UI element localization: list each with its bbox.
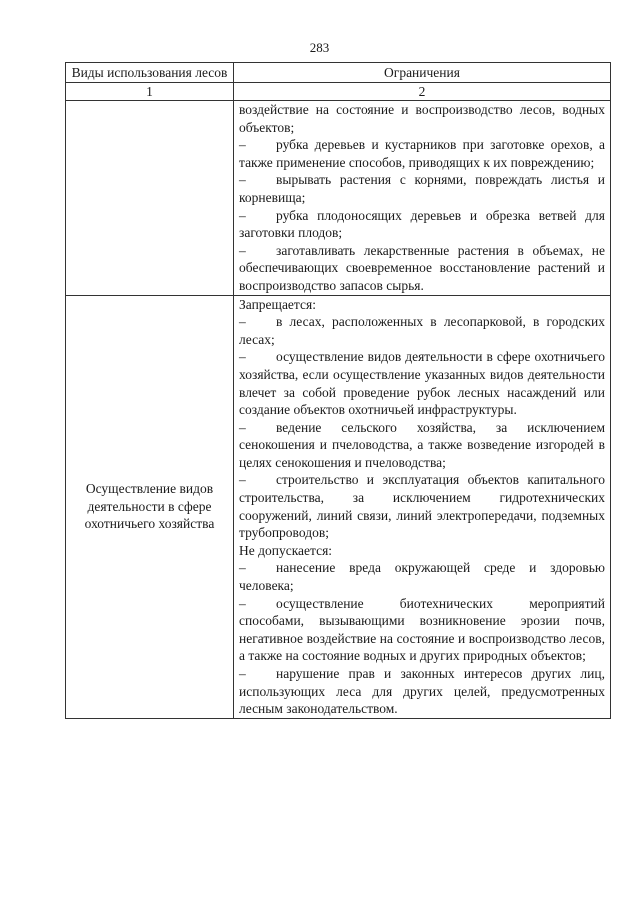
restriction-text: заготавливать лекарственные растения в объемах, не обеспечивающих своевременное восстановление растений и воспроизводство запасов сырья.	[239, 242, 605, 293]
column-number-row	[66, 83, 611, 101]
restriction-item	[239, 171, 605, 206]
restriction-text: вырывать растения с корнями, повреждать листья и корневища;	[239, 172, 605, 205]
dash-marker: –	[239, 207, 246, 223]
restriction-text: рубка плодоносящих деревьев и обрезка ветвей для заготовки плодов;	[239, 207, 605, 241]
forest-use-cell: Осуществление видов деятельности в сфере охотничьего хозяйства	[66, 295, 234, 718]
dash-marker: –	[239, 242, 246, 258]
dash-marker: –	[239, 472, 246, 488]
page-number: 283	[309, 40, 330, 55]
restriction-item	[239, 313, 605, 348]
restriction-heading	[239, 101, 605, 136]
restriction-heading	[239, 542, 605, 560]
restriction-item	[239, 242, 605, 295]
restriction-item	[239, 348, 605, 418]
restriction-text: воздействие на состояние и воспроизводство лесов, водных объектов;	[239, 102, 605, 135]
restriction-text: ведение сельского хозяйства, за исключением сенокошения и пчеловодства, а также возведение изгородей в целях сенокошения и пчеловодства;	[239, 419, 605, 470]
restriction-text: Не допускается:	[239, 542, 333, 558]
dash-marker: –	[239, 172, 246, 188]
restriction-text: в лесах, расположенных в лесопарковой, в городских лесах;	[239, 314, 605, 347]
restriction-item	[239, 471, 605, 541]
restriction-item	[239, 136, 605, 171]
dash-marker: –	[239, 595, 246, 611]
dash-marker: –	[239, 314, 246, 330]
restriction-text: осуществление видов деятельности в сфере охотничьего хозяйства, если осуществление указанных видов деятельности влечет за собой проведение рубок лесных насаждений или создание объектов охотничьей инфраструктуры.	[239, 349, 605, 418]
dash-marker: –	[239, 349, 246, 365]
restriction-heading	[239, 296, 605, 314]
dash-marker: –	[239, 419, 246, 435]
restriction-text: нарушение прав и законных интересов других лиц, использующих леса для других целей, предусмотренных лесным законодательством.	[239, 666, 605, 717]
dash-marker: –	[239, 666, 246, 681]
column-number-1: 1	[66, 83, 234, 101]
header-forest-use: Виды использования лесов	[66, 63, 234, 83]
restriction-text: строительство и эксплуатация объектов капитального строительства, за исключением гидротехнических сооружений, линий связи, линий электропередачи, подземных трубопроводов;	[239, 472, 605, 541]
column-number-2: 2	[234, 83, 611, 101]
restriction-item	[239, 665, 605, 718]
restrictions-cell	[234, 101, 611, 296]
restriction-text: рубка деревьев и кустарников при заготовке орехов, а также применение способов, приводящих к их повреждению;	[239, 137, 605, 170]
restriction-item	[239, 207, 605, 242]
restrictions-table	[65, 62, 611, 719]
restriction-text: осуществление биотехнических мероприятий способами, вызывающими возникновение эрозии почв, негативное воздействие на состояние и воспроизводство лесов, а также на состояние водных и других природных объектов;	[239, 595, 605, 664]
restriction-item	[239, 595, 605, 665]
restrictions-cell	[234, 295, 611, 718]
table-row	[66, 295, 611, 718]
restriction-text: нанесение вреда окружающей среде и здоровью человека;	[239, 560, 605, 594]
table-row	[66, 101, 611, 296]
table-header-row	[66, 63, 611, 83]
restriction-text: Запрещается:	[239, 296, 316, 312]
restriction-item	[239, 419, 605, 472]
dash-marker: –	[239, 560, 246, 576]
forest-use-cell	[66, 101, 234, 296]
dash-marker: –	[239, 137, 246, 153]
header-restrictions: Ограничения	[234, 63, 611, 83]
restriction-item	[239, 559, 605, 594]
